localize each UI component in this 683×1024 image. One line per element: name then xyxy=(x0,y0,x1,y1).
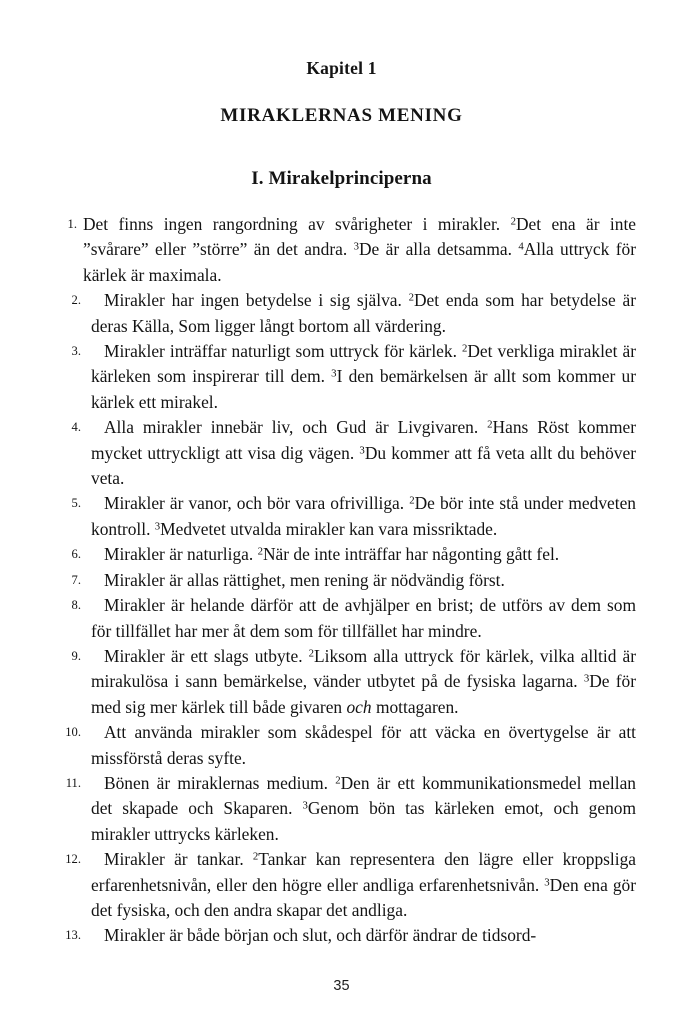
verse-item xyxy=(47,491,636,542)
verse-number: 6. xyxy=(71,547,81,562)
verse-item xyxy=(47,339,636,415)
text-run: Tankar kan representera den lägre eller kroppsliga erfarenhetsnivån, eller den högre eller andliga erfarenhetsnivån. xyxy=(91,849,636,895)
text-run: Den ena gör det fysiska, och den andra skapar det andliga. xyxy=(91,874,637,920)
verse-marker: 4 xyxy=(518,240,524,253)
verse-text xyxy=(91,771,636,847)
verse-text xyxy=(91,847,636,923)
verse-marker: 2 xyxy=(487,418,493,431)
text-run: Alla uttryck för kärlek är maximala. xyxy=(83,239,636,285)
verse-number: 13. xyxy=(65,928,81,943)
verse-number: 10. xyxy=(65,725,81,740)
verse-text xyxy=(91,288,636,339)
text-run: Genom bön tas kärleken emot, och genom mirakler uttrycks kärleken. xyxy=(91,798,636,844)
verse-marker: 2 xyxy=(252,850,259,863)
verse-marker: 2 xyxy=(510,215,516,228)
verse-marker: 3 xyxy=(583,672,590,685)
text-run: De är alla detsamma. xyxy=(358,239,519,260)
emphasis-text: och xyxy=(346,696,372,717)
verse-marker: 2 xyxy=(257,545,263,558)
verse-item xyxy=(47,212,636,288)
text-run: Mirakler är allas rättighet, men rening är nödvändig först. xyxy=(104,569,505,590)
verse-number: 3. xyxy=(71,344,81,359)
verse-marker: 3 xyxy=(544,875,550,888)
text-run: Mirakler är vanor, och bör vara ofrivilliga. xyxy=(104,493,410,514)
text-run: Mirakler inträffar naturligt som uttryck för kärlek. xyxy=(104,341,462,362)
verse-text xyxy=(91,593,636,644)
verse-list xyxy=(47,212,636,949)
verse-number: 11. xyxy=(65,775,81,790)
text-run: Den är ett kommunikationsmedel mellan det skapade och Skaparen. xyxy=(91,772,636,819)
text-run: Liksom alla uttryck för kärlek, vilka alltid är mirakulösa i sann bemärkelse, vänder utbytet på de fysiska lagarna. xyxy=(91,645,636,692)
text-run: Du kommer att få veta allt du behöver veta. xyxy=(91,442,636,489)
verse-text xyxy=(91,339,636,415)
verse-text xyxy=(91,923,636,948)
verse-text xyxy=(91,491,636,542)
verse-item xyxy=(47,720,636,771)
text-run: När de inte inträffar har någonting gått fel. xyxy=(262,544,560,565)
verse-marker: 3 xyxy=(302,799,308,812)
verse-marker: 2 xyxy=(408,291,414,304)
verse-marker: 3 xyxy=(331,367,337,380)
verse-number: 4. xyxy=(71,420,81,435)
verse-item xyxy=(47,288,636,339)
text-run: Hans Röst kommer mycket uttryckligt att visa dig vägen. xyxy=(91,417,636,463)
verse-marker: 2 xyxy=(461,342,468,355)
verse-item xyxy=(47,415,636,491)
text-run: De för med sig mer kärlek till både givaren xyxy=(91,671,636,717)
text-run: Medvetet utvalda mirakler kan vara missriktade. xyxy=(160,518,498,539)
text-run: Mirakler är helande därför att de avhjälper en brist; de utförs av dem som för tillfället har mer åt dem som för tillfället har mindre. xyxy=(91,595,636,641)
verse-number: 7. xyxy=(71,572,81,587)
verse-item xyxy=(47,847,636,923)
verse-text xyxy=(91,415,636,491)
verse-item xyxy=(47,568,636,593)
text-run: Att använda mirakler som skådespel för att väcka en övertygelse är att missförstå deras syfte. xyxy=(91,722,636,768)
text-run: mottagaren. xyxy=(371,696,459,717)
verse-item xyxy=(47,593,636,644)
verse-number: 12. xyxy=(65,852,81,867)
verse-number: 1. xyxy=(67,217,77,231)
verse-marker: 2 xyxy=(308,647,314,660)
chapter-title: MIRAKLERNAS MENING xyxy=(220,105,463,126)
verse-text xyxy=(91,542,636,567)
text-run: Det finns ingen rangordning av svårigheter i mirakler. xyxy=(83,214,511,234)
verse-number: 5. xyxy=(71,496,81,511)
page-number: 35 xyxy=(333,978,350,994)
verse-item xyxy=(47,644,636,720)
verse-text xyxy=(91,568,636,593)
text-run: Mirakler är tankar. xyxy=(104,849,253,870)
text-run: Mirakler är ett slags utbyte. xyxy=(104,645,309,666)
verse-marker: 3 xyxy=(353,240,359,253)
verse-number: 8. xyxy=(71,598,81,613)
section-title: I. Mirakelprinciperna xyxy=(251,168,432,189)
verse-item xyxy=(47,771,636,847)
text-run: Det enda som har betydelse är deras Källa, Som ligger långt bortom all värdering. xyxy=(91,290,636,336)
text-run: Mirakler är både början och slut, och därför ändrar de tidsord- xyxy=(104,925,537,946)
verse-marker: 3 xyxy=(154,520,161,533)
text-run: Mirakler har ingen betydelse i sig själva. xyxy=(104,290,409,311)
verse-number: 2. xyxy=(71,293,81,308)
text-run: Alla mirakler innebär liv, och Gud är Livgivaren. xyxy=(104,417,488,438)
verse-marker: 3 xyxy=(359,444,365,457)
text-run: Bönen är miraklernas medium. xyxy=(104,772,336,793)
text-run: Det verkliga miraklet är kärleken som inspirerar till dem. xyxy=(91,341,636,387)
verse-text xyxy=(83,212,636,288)
verse-item xyxy=(47,542,636,567)
text-run: De bör inte stå under medveten kontroll. xyxy=(91,493,636,539)
verse-marker: 2 xyxy=(335,774,341,787)
verse-marker: 2 xyxy=(409,494,415,507)
verse-text xyxy=(91,720,636,771)
text-run: Mirakler är naturliga. xyxy=(104,544,258,565)
verse-number: 9. xyxy=(71,648,81,663)
verse-item xyxy=(47,923,636,948)
chapter-label: Kapitel 1 xyxy=(306,58,377,78)
text-run: Det ena är inte ”svårare” eller ”större” än det andra. xyxy=(83,214,636,260)
verse-text xyxy=(91,644,636,720)
text-run: I den bemärkelsen är allt som kommer ur kärlek ett mirakel. xyxy=(91,366,636,412)
